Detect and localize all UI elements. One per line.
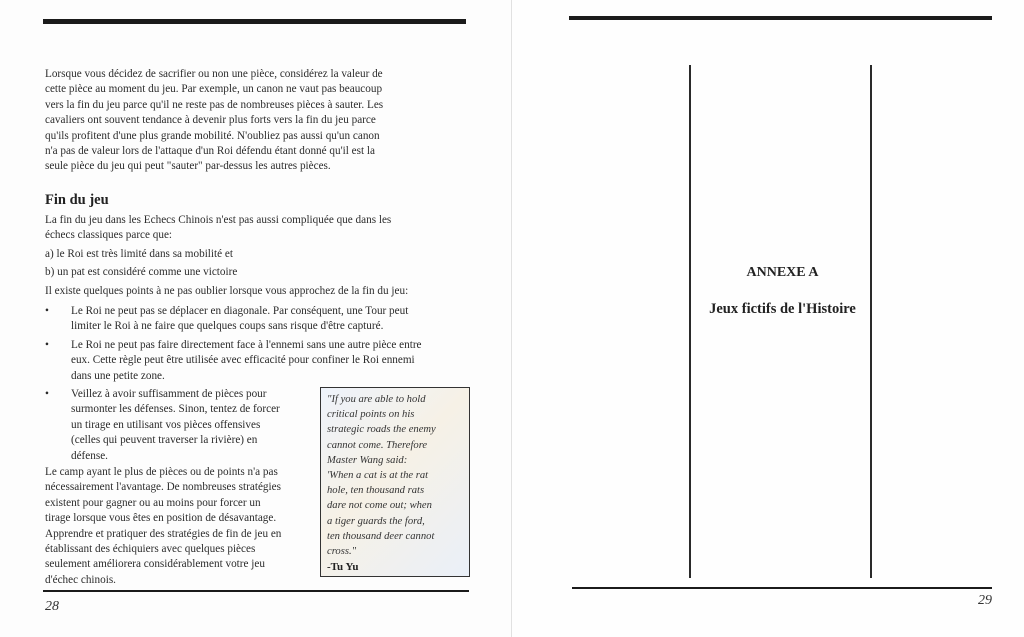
quote-line: a tiger guards the ford, <box>327 515 425 527</box>
section-heading: Fin du jeu <box>45 192 109 208</box>
text-line: dans une petite zone. <box>71 369 165 382</box>
quote-line: cross." <box>327 546 357 558</box>
bottom-rule <box>43 590 469 592</box>
frame-right-line <box>870 65 872 578</box>
text-line: Le camp ayant le plus de pièces ou de points n'a pas <box>45 466 278 478</box>
bullet-item <box>45 304 470 335</box>
text-line: b) un pat est considéré comme une victoire <box>45 266 238 279</box>
bullet-icon: • <box>45 388 49 401</box>
quote-box <box>320 387 470 577</box>
quote-line: critical points on his <box>327 409 415 421</box>
text-line: eux. Cette règle peut être utilisée avec efficacité pour confiner le Roi ennemi <box>71 354 415 367</box>
text-line: Le Roi ne peut pas se déplacer en diagonale. Par conséquent, une Tour peut <box>71 305 409 317</box>
quote-line: hole, ten thousand rats <box>327 485 425 497</box>
intro-paragraph <box>45 67 455 175</box>
text-line: cavaliers ont souvent tendance à devenir plus forts vers la fin du jeu parce <box>45 114 376 127</box>
bottom-rule <box>572 587 992 589</box>
text-line: Veillez à avoir suffisamment de pièces pour <box>71 388 267 401</box>
quote-line: dare not come out; when <box>327 500 432 512</box>
text-line: cette pièce au moment du jeu. Par exemple, un canon ne vaut pas beaucoup <box>45 83 383 96</box>
text-line: vers la fin du jeu parce qu'il ne reste pas de nombreuses pièces à sauter. Les <box>45 98 384 111</box>
top-rule <box>43 19 466 24</box>
bullet-icon: • <box>45 305 49 317</box>
text-line: seulement améliorera considérablement votre jeu <box>45 558 265 571</box>
text-line: limiter le Roi à ne faire que quelques coups sans risque d'être capturé. <box>71 320 384 333</box>
annexe-subtitle: Jeux fictifs de l'Histoire <box>709 301 856 317</box>
bullet-icon: • <box>45 338 49 351</box>
bullet-item <box>45 387 306 464</box>
quote-line: cannot come. Therefore <box>327 439 428 451</box>
text-line: tirage lorsque vous êtes en position de désavantage. <box>45 512 277 525</box>
text-line: établissant des échiquiers avec quelques pièces <box>45 543 256 556</box>
text-line: n'a pas de valeur lors de l'attaque d'un Roi défendu étant donné qu'il est la <box>45 145 375 158</box>
quote-line: 'When a cat is at the rat <box>327 470 429 482</box>
text-line: surmonter les défenses. Sinon, tentez de forcer <box>71 403 280 416</box>
text-line: Le Roi ne peut pas faire directement face à l'ennemi sans une autre pièce entre <box>71 338 422 351</box>
frame-left-line <box>689 65 691 578</box>
top-rule <box>569 16 992 20</box>
page-number: 28 <box>45 599 59 614</box>
text-line: a) le Roi est très limité dans sa mobilité et <box>45 247 233 260</box>
quote-author: -Tu Yu <box>327 561 359 574</box>
page-number: 29 <box>978 593 992 608</box>
text-line: Il existe quelques points à ne pas oublier lorsque vous approchez de la fin du jeu: <box>45 284 409 297</box>
quote-line: ten thousand deer cannot <box>327 530 435 542</box>
text-line: (celles qui peuvent traverser la rivière) en <box>71 434 258 447</box>
closing-paragraph <box>45 465 320 588</box>
text-line: un tirage en utilisant vos pièces offensives <box>71 418 261 431</box>
annexe-title: ANNEXE A <box>746 265 819 280</box>
quote-line: strategic roads the enemy <box>327 424 436 436</box>
fin-intro-paragraph <box>45 213 465 299</box>
text-line: défense. <box>71 449 108 462</box>
text-line: Apprendre et pratiquer des stratégies de fin de jeu en <box>45 527 282 540</box>
text-line: qu'ils profitent d'une plus grande mobilité. N'oubliez pas aussi qu'un canon <box>45 129 380 142</box>
text-line: La fin du jeu dans les Echecs Chinois n'est pas aussi compliquée que dans les <box>45 214 392 226</box>
text-line: seule pièce du jeu qui peut "sauter" par-dessus les autres pièces. <box>45 160 331 173</box>
text-line: échecs classiques parce que: <box>45 229 173 242</box>
quote-line: Master Wang said: <box>327 454 408 466</box>
text-line: d'échec chinois. <box>45 573 116 586</box>
quote-text <box>327 392 463 559</box>
right-page <box>512 0 1024 637</box>
quote-line: "If you are able to hold <box>327 394 426 405</box>
text-line: nécessairement l'avantage. De nombreuses stratégies <box>45 481 281 494</box>
bullet-item <box>45 338 470 384</box>
text-line: Lorsque vous décidez de sacrifier ou non une pièce, considérez la valeur de <box>45 68 383 80</box>
text-line: existent pour gagner ou au moins pour forcer un <box>45 496 261 509</box>
